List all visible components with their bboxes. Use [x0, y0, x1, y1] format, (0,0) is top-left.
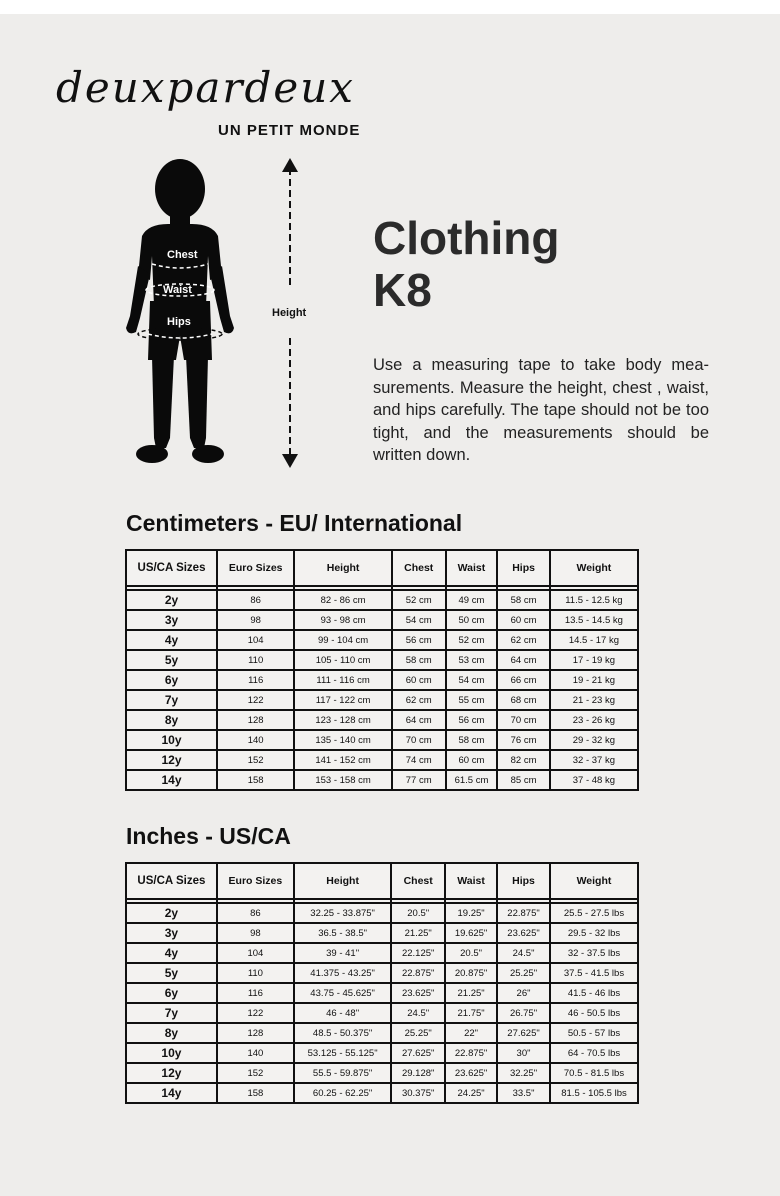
table-cell: 105 - 110 cm [294, 650, 392, 670]
table-cell: 24.5" [391, 1003, 445, 1023]
table-cell: 22.875" [445, 1043, 497, 1063]
table-cell: 25.5 - 27.5 lbs [550, 903, 638, 923]
table-cell: 85 cm [497, 770, 549, 790]
table-cell: 27.625" [391, 1043, 445, 1063]
table-cell: 152 [217, 1063, 294, 1083]
table-cell: 4y [126, 943, 217, 963]
table-row [126, 943, 638, 963]
table-cell: 64 - 70.5 lbs [550, 1043, 638, 1063]
measuring-instructions: Use a measuring tape to take body mea-surements. Measure the height, chest , waist, and hips carefully. The tape should not be too tight, and the measurements should be written down. [373, 356, 709, 464]
table-row [126, 670, 638, 690]
table-cell: 32.25" [497, 1063, 550, 1083]
table-cell: 23.625" [497, 923, 550, 943]
table-cell: 24.25" [445, 1083, 497, 1103]
table-cell: 4y [126, 630, 217, 650]
table-cell: 20.5" [445, 943, 497, 963]
table-cell: 76 cm [497, 730, 549, 750]
inches-size-table [125, 862, 639, 1104]
table-cell: 116 [217, 670, 294, 690]
column-header: Hips [497, 863, 550, 899]
brand-logo [56, 64, 426, 144]
table-cell: 29.5 - 32 lbs [550, 923, 638, 943]
table-row [126, 1023, 638, 1043]
table-cell: 17 - 19 kg [550, 650, 638, 670]
table-cell: 62 cm [497, 630, 549, 650]
table-header-row [126, 863, 638, 899]
column-header: Weight [550, 863, 638, 899]
table-cell: 41.375 - 43.25" [294, 963, 391, 983]
table-cell: 27.625" [497, 1023, 550, 1043]
table-cell: 60.25 - 62.25" [294, 1083, 391, 1103]
table-cell: 62 cm [392, 690, 446, 710]
table-cell: 13.5 - 14.5 kg [550, 610, 638, 630]
title-line-1: Clothing [373, 212, 560, 264]
table-cell: 3y [126, 610, 217, 630]
table-row [126, 770, 638, 790]
table-row [126, 730, 638, 750]
table-cell: 19.625" [445, 923, 497, 943]
table-cell: 22.875" [391, 963, 445, 983]
table-cell: 8y [126, 710, 217, 730]
table-cell: 117 - 122 cm [294, 690, 392, 710]
brand-name: deuxpardeux [56, 63, 355, 112]
table-cell: 64 cm [392, 710, 446, 730]
table-cell: 6y [126, 983, 217, 1003]
brand-tagline: UN PETIT MONDE [218, 122, 361, 139]
chest-label: Chest [167, 249, 198, 261]
table-row [126, 1003, 638, 1023]
table-row [126, 630, 638, 650]
table-cell: 25.25" [391, 1023, 445, 1043]
table-cell: 39 - 41" [294, 943, 391, 963]
table-cell: 82 - 86 cm [294, 590, 392, 610]
hips-label: Hips [167, 316, 191, 328]
table-row [126, 923, 638, 943]
table-cell: 86 [217, 590, 294, 610]
column-header: US/CA Sizes [126, 863, 217, 899]
table-cell: 50.5 - 57 lbs [550, 1023, 638, 1043]
table-cell: 70.5 - 81.5 lbs [550, 1063, 638, 1083]
table-cell: 19 - 21 kg [550, 670, 638, 690]
column-header: Weight [550, 550, 638, 586]
table-cell: 24.5" [497, 943, 550, 963]
column-header: Euro Sizes [217, 550, 294, 586]
table-cell: 55 cm [446, 690, 498, 710]
table-cell: 64 cm [497, 650, 549, 670]
table-cell: 93 - 98 cm [294, 610, 392, 630]
table-cell: 81.5 - 105.5 lbs [550, 1083, 638, 1103]
table-cell: 46 - 48" [294, 1003, 391, 1023]
table-cell: 11.5 - 12.5 kg [550, 590, 638, 610]
table-header-row [126, 550, 638, 586]
table-cell: 36.5 - 38.5" [294, 923, 391, 943]
table-cell: 30.375" [391, 1083, 445, 1103]
table-cell: 14y [126, 1083, 217, 1103]
table-row [126, 983, 638, 1003]
table-cell: 140 [217, 1043, 294, 1063]
table-cell: 49 cm [446, 590, 498, 610]
table-cell: 140 [217, 730, 294, 750]
table-cell: 66 cm [497, 670, 549, 690]
table-cell: 5y [126, 650, 217, 670]
table-row [126, 590, 638, 610]
inches-section-heading: Inches - US/CA [126, 823, 291, 849]
table-cell: 8y [126, 1023, 217, 1043]
table-row [126, 963, 638, 983]
table-cell: 123 - 128 cm [294, 710, 392, 730]
table-cell: 30" [497, 1043, 550, 1063]
table-cell: 6y [126, 670, 217, 690]
column-header: US/CA Sizes [126, 550, 217, 586]
table-cell: 98 [217, 610, 294, 630]
table-cell: 60 cm [392, 670, 446, 690]
table-cell: 21 - 23 kg [550, 690, 638, 710]
table-cell: 20.875" [445, 963, 497, 983]
table-cell: 50 cm [446, 610, 498, 630]
table-cell: 21.75" [445, 1003, 497, 1023]
column-header: Waist [446, 550, 498, 586]
table-cell: 41.5 - 46 lbs [550, 983, 638, 1003]
table-cell: 46 - 50.5 lbs [550, 1003, 638, 1023]
table-cell: 3y [126, 923, 217, 943]
table-cell: 43.75 - 45.625" [294, 983, 391, 1003]
table-cell: 22" [445, 1023, 497, 1043]
table-cell: 14y [126, 770, 217, 790]
table-cell: 14.5 - 17 kg [550, 630, 638, 650]
table-cell: 33.5" [497, 1083, 550, 1103]
column-header: Euro Sizes [217, 863, 294, 899]
table-row [126, 690, 638, 710]
table-row [126, 903, 638, 923]
table-cell: 10y [126, 730, 217, 750]
table-cell: 128 [217, 1023, 294, 1043]
table-cell: 122 [217, 1003, 294, 1023]
table-row [126, 710, 638, 730]
table-cell: 60 cm [497, 610, 549, 630]
table-cell: 32.25 - 33.875" [294, 903, 391, 923]
table-cell: 153 - 158 cm [294, 770, 392, 790]
title-line-2: K8 [373, 264, 432, 316]
table-cell: 99 - 104 cm [294, 630, 392, 650]
table-cell: 104 [217, 630, 294, 650]
table-cell: 5y [126, 963, 217, 983]
table-cell: 128 [217, 710, 294, 730]
table-cell: 53.125 - 55.125" [294, 1043, 391, 1063]
table-cell: 61.5 cm [446, 770, 498, 790]
table-cell: 23.625" [445, 1063, 497, 1083]
table-row [126, 1063, 638, 1083]
table-cell: 7y [126, 1003, 217, 1023]
table-cell: 29 - 32 kg [550, 730, 638, 750]
column-header: Chest [392, 550, 446, 586]
table-cell: 52 cm [392, 590, 446, 610]
table-cell: 56 cm [392, 630, 446, 650]
table-cell: 58 cm [392, 650, 446, 670]
column-header: Chest [391, 863, 445, 899]
table-cell: 110 [217, 650, 294, 670]
column-header: Hips [497, 550, 549, 586]
table-cell: 70 cm [497, 710, 549, 730]
table-cell: 7y [126, 690, 217, 710]
table-cell: 152 [217, 750, 294, 770]
table-cell: 21.25" [391, 923, 445, 943]
table-cell: 141 - 152 cm [294, 750, 392, 770]
table-cell: 52 cm [446, 630, 498, 650]
table-row [126, 1083, 638, 1103]
column-header: Height [294, 550, 392, 586]
table-row [126, 650, 638, 670]
table-cell: 22.125" [391, 943, 445, 963]
table-cell: 25.25" [497, 963, 550, 983]
table-cell: 158 [217, 770, 294, 790]
table-cell: 58 cm [446, 730, 498, 750]
table-cell: 104 [217, 943, 294, 963]
table-cell: 20.5" [391, 903, 445, 923]
table-cell: 86 [217, 903, 294, 923]
table-cell: 2y [126, 590, 217, 610]
table-cell: 77 cm [392, 770, 446, 790]
page-title [373, 212, 560, 316]
table-cell: 48.5 - 50.375" [294, 1023, 391, 1043]
table-cell: 10y [126, 1043, 217, 1063]
table-cell: 54 cm [392, 610, 446, 630]
table-cell: 37 - 48 kg [550, 770, 638, 790]
table-cell: 55.5 - 59.875" [294, 1063, 391, 1083]
table-cell: 32 - 37 kg [550, 750, 638, 770]
table-cell: 23.625" [391, 983, 445, 1003]
table-cell: 74 cm [392, 750, 446, 770]
table-cell: 135 - 140 cm [294, 730, 392, 750]
table-cell: 58 cm [497, 590, 549, 610]
table-cell: 29.128" [391, 1063, 445, 1083]
table-cell: 37.5 - 41.5 lbs [550, 963, 638, 983]
table-row [126, 1043, 638, 1063]
table-cell: 12y [126, 1063, 217, 1083]
table-cell: 82 cm [497, 750, 549, 770]
table-cell: 32 - 37.5 lbs [550, 943, 638, 963]
cm-size-table [125, 549, 639, 791]
table-cell: 56 cm [446, 710, 498, 730]
waist-label: Waist [163, 284, 192, 296]
table-cell: 111 - 116 cm [294, 670, 392, 690]
table-cell: 98 [217, 923, 294, 943]
cm-section-heading: Centimeters - EU/ International [126, 510, 463, 536]
table-row [126, 750, 638, 770]
table-cell: 68 cm [497, 690, 549, 710]
column-header: Height [294, 863, 391, 899]
table-cell: 21.25" [445, 983, 497, 1003]
table-row [126, 610, 638, 630]
table-cell: 26.75" [497, 1003, 550, 1023]
table-cell: 116 [217, 983, 294, 1003]
table-cell: 12y [126, 750, 217, 770]
height-label: Height [272, 307, 307, 319]
table-cell: 26" [497, 983, 550, 1003]
table-cell: 23 - 26 kg [550, 710, 638, 730]
table-cell: 70 cm [392, 730, 446, 750]
table-cell: 122 [217, 690, 294, 710]
table-cell: 60 cm [446, 750, 498, 770]
table-cell: 22.875" [497, 903, 550, 923]
table-cell: 19.25" [445, 903, 497, 923]
table-cell: 53 cm [446, 650, 498, 670]
column-header: Waist [445, 863, 497, 899]
table-cell: 158 [217, 1083, 294, 1103]
table-cell: 110 [217, 963, 294, 983]
table-cell: 2y [126, 903, 217, 923]
table-cell: 54 cm [446, 670, 498, 690]
